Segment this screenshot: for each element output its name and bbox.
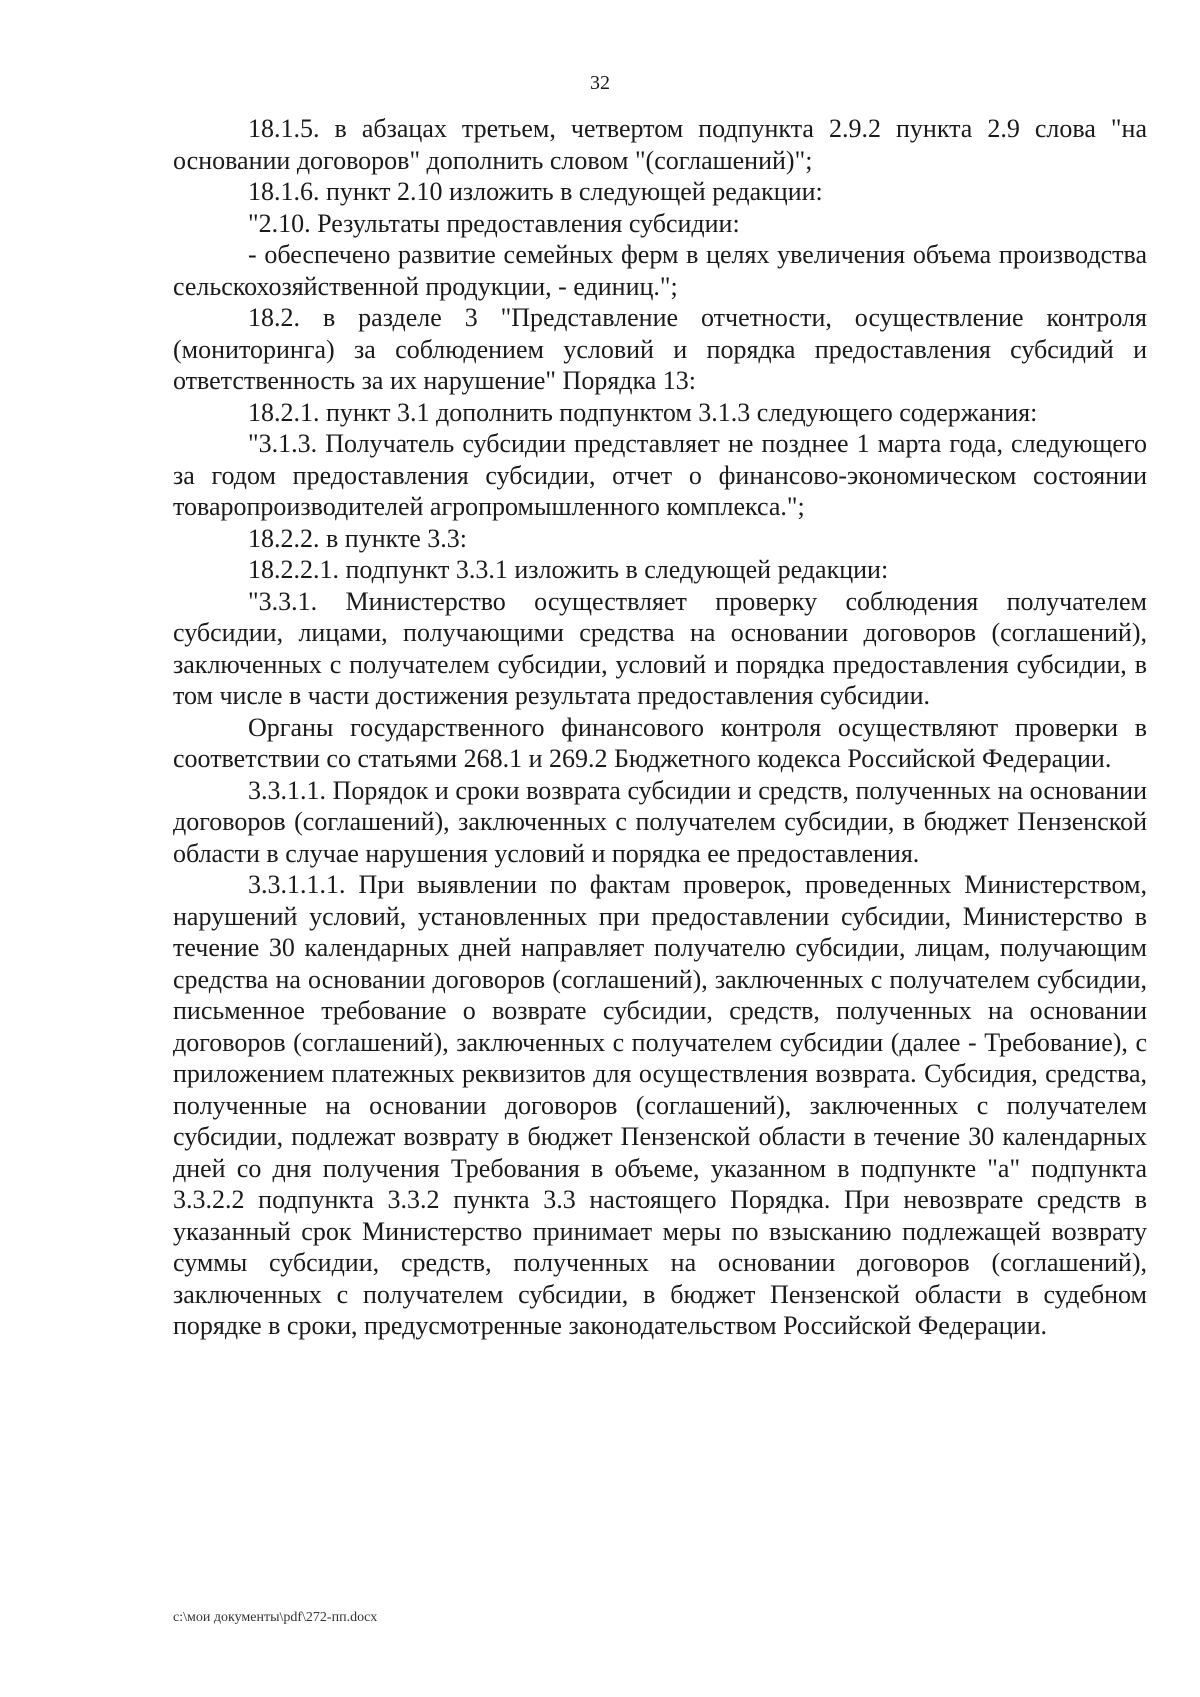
footer-file-path: c:\мои документы\pdf\272-пп.docx	[173, 1610, 378, 1625]
paragraph-18-1-5: 18.1.5. в абзацах третьем, четвертом подпункта 2.9.2 пункта 2.9 слова "на основании договоров" дополнить словом "(соглашений)";	[173, 114, 1147, 175]
paragraph-3-3-1: "3.3.1. Министерство осуществляет проверку соблюдения получателем субсидии, лицами, получающими средства на основании договоров (соглашений), заключенных с получателем субсидии, условий и порядка предоставления субсидии, в том числе в части достижения результата предоставления субсидии.	[173, 586, 1147, 710]
document-body	[173, 113, 1147, 1342]
paragraph-state-control: Органы государственного финансового контроля осуществляют проверки в соответствии со статьями 268.1 и 269.2 Бюджетного кодекса Российской Федерации.	[173, 712, 1147, 773]
paragraph-3-3-1-1: 3.3.1.1. Порядок и сроки возврата субсидии и средств, полученных на основании договоров (соглашений), заключенных с получателем субсидии, в бюджет Пензенской области в случае нарушения условий и порядка ее предоставления.	[173, 775, 1147, 868]
paragraph-18-2-2: 18.2.2. в пункте 3.3:	[248, 523, 468, 553]
paragraph-18-1-6: 18.1.6. пункт 2.10 изложить в следующей редакции:	[248, 177, 823, 206]
paragraph-18-2: 18.2. в разделе 3 "Представление отчетности, осуществление контроля (мониторинга) за соблюдением условий и порядка предоставления субсидий и ответственность за их нарушение" Порядка 13:	[173, 303, 1147, 395]
paragraph-18-2-1: 18.2.1. пункт 3.1 дополнить подпунктом 3.1.3 следующего содержания:	[248, 397, 1038, 427]
paragraph-3-3-1-1-1: 3.3.1.1.1. При выявлении по фактам проверок, проведенных Министерством, нарушений условий, установленных при предоставлении субсидии, Министерство в течение 30 календарных дней направляет получателю субсидии, лицам, получающим средства на основании договоров (соглашений), заключенных с получателем субсидии, письменное требование о возврате субсидии, средств, полученных на основании договоров (соглашений), заключенных с получателем субсидии (далее - Требование), с приложением платежных реквизитов для осуществления возврата. Субсидия, средства, полученные на основании договоров (соглашений), заключенных с получателем субсидии, подлежат возврату в бюджет Пензенской области в течение 30 календарных дней со дня получения Требования в объеме, указанном в подпункте "а" подпункта 3.3.2.2 подпункта 3.3.2 пункта 3.3 настоящего Порядка. При невозврате средств в указанный срок Министерство принимает меры по взысканию подлежащей возврату суммы субсидии, средств, полученных на основании договоров (соглашений), заключенных с получателем субсидии, в бюджет Пензенской области в судебном порядке в сроки, предусмотренные законодательством Российской Федерации.	[173, 870, 1147, 1340]
page-number: 32	[590, 72, 610, 94]
paragraph-2-10-item: - обеспечено развитие семейных ферм в целях увеличения объема производства сельскохозяйственной продукции, - единиц.";	[173, 240, 1147, 301]
paragraph-18-2-2-1: 18.2.2.1. подпункт 3.3.1 изложить в следующей редакции:	[248, 555, 889, 584]
paragraph-3-1-3: "3.1.3. Получатель субсидии представляет не позднее 1 марта года, следующего за годом предоставления субсидии, отчет о финансово-экономическом состоянии товаропроизводителей агропромышленного комплекса.";	[173, 429, 1147, 521]
paragraph-2-10-heading: "2.10. Результаты предоставления субсидии:	[248, 208, 740, 238]
